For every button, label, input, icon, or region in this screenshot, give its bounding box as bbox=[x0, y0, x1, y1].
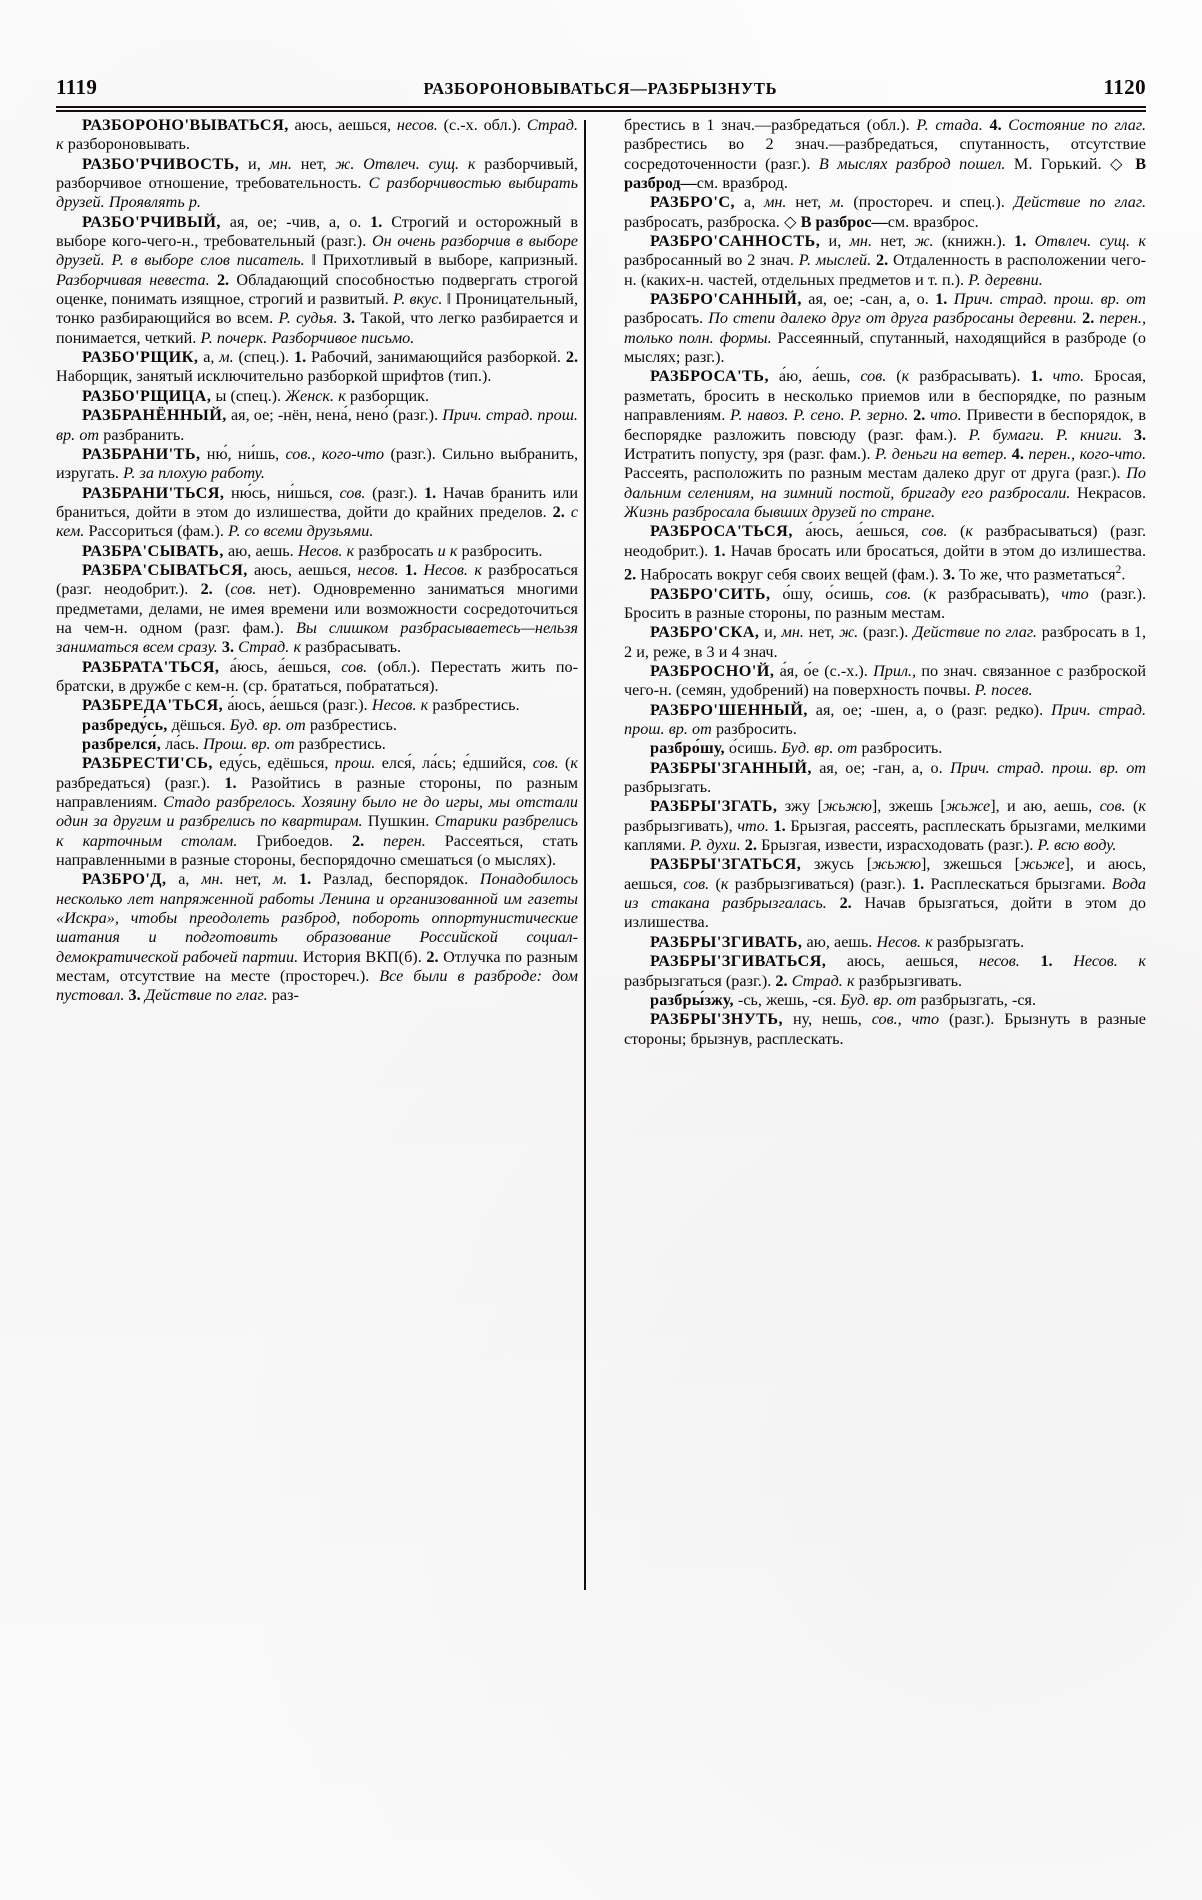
dictionary-entry: РАЗБРЫ'ЗГАННЫЙ, ая, ое; -ган, а, о. Прич. страд. прош. вр. от разбрызгать. bbox=[624, 758, 1146, 797]
dictionary-entry: разбреду́сь, дёшься. Буд. вр. от разбрестись. bbox=[82, 715, 397, 734]
dictionary-entry: РАЗБРОСА'ТЬ, а́ю, а́ешь, сов. (к разбрасывать). 1. что. Бросая, разметать, бросить в несколько приемов или в беспорядке, по разным направлениям. Р. навоз. Р. сено. Р. зерно. 2. что. Привести в беспорядок, в беспорядке разложить повсюду (разг. фам.). Р. бумаги. Р. книги. 3. Истратить попусту, зря (разг. фам.). Р. деньги на ветер. 4. перен., кого-что. Рассеять, расположить по разным местам далеко друг от друга (разг.). По дальним селениям, на зимний постой, бригаду его разбросали. Некрасов. Жизнь разбросала бывших друзей по стране. bbox=[624, 367, 1147, 521]
column-right bbox=[624, 116, 1146, 1842]
dictionary-entry: РАЗБРО'СИТЬ, о́шу, о́сишь, сов. (к разбрасывать), что (разг.). Бросить в разные стороны, по разным местам. bbox=[624, 584, 1147, 622]
folio-right: 1120 bbox=[1103, 75, 1146, 99]
dictionary-entry: РАЗБРАНИ'ТЬСЯ, ню́сь, ни́шься, сов. (разг.). 1. Начав бранить или браниться, дойти в этом до излишества, дойти до крайних пределов. 2. с кем. Рассориться (фам.). Р. со всеми друзьями. bbox=[56, 483, 578, 541]
dictionary-entry: РАЗБРАНИ'ТЬ, ню́, ни́шь, сов., кого-что (разг.). Сильно выбранить, изругать. Р. за плохую работу. bbox=[56, 444, 578, 483]
dictionary-entry: РАЗБРЕСТИ'СЬ, еду́сь, едёшься, прош. елся́, ла́сь; е́дшийся, сов. (к разбредаться) (разг.). 1. Разойтись в разные стороны, по разным направлениям. Стадо разбрелось. Хозяину было не до игры, мы отстали один за другим и разбрелись по квартирам. Пушкин. Старики разбрелись к карточным столам. Грибоедов. 2. перен. Рассеяться, стать направленными в разные стороны, беспорядочно смешаться (о мыслях). bbox=[56, 754, 579, 870]
dictionary-entry: РАЗБОРОНО'ВЫВАТЬСЯ, аюсь, аешься, несов. (с.-х. обл.). Страд. к разбороновывать. bbox=[56, 116, 578, 154]
dictionary-entry: РАЗБО'РЧИВОСТЬ, и, мн. нет, ж. Отвлеч. сущ. к разборчивый, разборчивое отношение, требовательность. С разборчивостью выбирать друзей. Проявлять р. bbox=[56, 154, 578, 212]
running-head bbox=[56, 56, 1146, 100]
column-left bbox=[56, 116, 578, 1842]
dictionary-entry: РАЗБРЕДА'ТЬСЯ, а́юсь, а́ешься (разг.). Несов. к разбрестись. bbox=[82, 696, 520, 715]
dictionary-entry: РАЗБРА'СЫВАТЬСЯ, аюсь, аешься, несов. 1. Несов. к разбросаться (разг. неодобрит.). 2. (сов. нет). Одновременно заниматься многими предметами, делами, не имея времени или возможности сосредоточиться на чем-н. одном (разг. фам.). Вы слишком разбрасываетесь—нельзя заниматься всем сразу. 3. Страд. к разбрасывать. bbox=[56, 560, 578, 657]
page-sheet bbox=[56, 56, 1146, 1846]
dictionary-entry: РАЗБРАТА'ТЬСЯ, а́юсь, а́ешься, сов. (обл.). Перестать жить по-братски, в дружбе с кем-н. (ср. брататься, побрататься). bbox=[56, 657, 578, 695]
running-head-title: РАЗБОРОНОВЫВАТЬСЯ—РАЗБРЫЗНУТЬ bbox=[423, 78, 778, 98]
dictionary-entry: РАЗБРО'С, а, мн. нет, м. (простореч. и спец.). Действие по глаг. разбросать, разброска. ◇ В разброс—см. вразброс. bbox=[624, 193, 1147, 231]
dictionary-entry: РАЗБО'РЧИВЫЙ, ая, ое; -чив, а, о. 1. Строгий и осторожный в выборе кого-чего-н., требовательный (разг.). Он очень разборчив в выборе друзей. Р. в выборе слов писатель. ‖ Прихотливый в выборе, капризный. Разборчивая невеста. 2. Обладающий способностью подвергать строгой оценке, понимать изящное, строгий и развитый. Р. вкус. ‖ Проницательный, тонко разбирающийся во всем. Р. судья. 3. Такой, что легко разбирается и понимается, четкий. Р. почерк. Разборчивое письмо. bbox=[56, 212, 578, 347]
dictionary-entry: РАЗБРО'САННЫЙ, ая, ое; -сан, а, о. 1. Прич. страд. прош. вр. от разбросать. По степи далеко друг от друга разбросаны деревни. 2. перен., только полн. формы. Рассеянный, спутанный, находящийся в разброде (о мыслях; разг.). bbox=[624, 290, 1146, 367]
dictionary-entry: разбрелся́, ла́сь. Прош. вр. от разбрестись. bbox=[82, 735, 386, 753]
columns-container bbox=[56, 116, 1146, 1842]
dictionary-entry: РАЗБРЫ'ЗГАТЬСЯ, зжусь [жьжю], зжешься [жьже], и аюсь, аешься, сов. (к разбрызгиваться) (разг.). 1. Расплескаться брызгами. Вода из стакана разбрызгалась. 2. Начав брызгаться, дойти в этом до излишества. bbox=[624, 855, 1146, 932]
entry-continuation: брестись в 1 знач.—разбредаться (обл.). Р. стада. 4. Состояние по глаг. разбрестись во 2 знач.—разбредаться, спутанность, отсутствие сосредоточенности (разг.). В мыслях разброд пошел. М. Горький. ◇ В разброд—см. вразброд. bbox=[624, 116, 1146, 193]
dictionary-entry: РАЗБРО'ШЕННЫЙ, ая, ое; -шен, а, о (разг. редко). Прич. страд. прош. вр. от разбросить. bbox=[624, 700, 1147, 739]
dictionary-entry: РАЗБРОСНО'Й, а́я, о́е (с.-х.). Прил., по знач. связанное с разброской чего-н. (семян, удобрений) на поверхность почвы. Р. посев. bbox=[624, 662, 1146, 700]
dictionary-entry: разбры́зжу, -сь, жешь, -ся. Буд. вр. от разбрызгать, -ся. bbox=[650, 990, 1037, 1009]
dictionary-entry: РАЗБО'РЩИЦА, ы (спец.). Женск. к разборщик. bbox=[82, 386, 430, 405]
folio-left: 1119 bbox=[56, 75, 98, 99]
dictionary-entry: РАЗБРЫ'ЗГАТЬ, зжу [жьжю], зжешь [жьже], и аю, аешь, сов. (к разбрызгивать), что. 1. Брызгая, рассеять, расплескать брызгами, мелкими каплями. Р. духи. 2. Брызгая, извести, израсходовать (разг.). Р. всю воду. bbox=[624, 797, 1146, 855]
header-rule bbox=[56, 106, 1146, 112]
dictionary-entry: РАЗБРЫ'ЗГИВАТЬ, аю, аешь. Несов. к разбрызгать. bbox=[650, 932, 1025, 951]
column-divider bbox=[584, 120, 586, 1590]
dictionary-entry: РАЗБРОСА'ТЬСЯ, а́юсь, а́ешься, сов. (к разбрасываться) (разг. неодобрит.). 1. Начав бросать или бросаться, дойти в этом до излишества. 2. Набросать вокруг себя своих вещей (фам.). 3. То же, что разметаться$^2$. bbox=[624, 522, 1146, 584]
dictionary-entry: РАЗБРО'СКА, и, мн. нет, ж. (разг.). Действие по глаг. разбросать в 1, 2 и, реже, в 3 и 4 знач. bbox=[624, 623, 1147, 661]
dictionary-entry: РАЗБРО'Д, а, мн. нет, м. 1. Разлад, беспорядок. Понадобилось несколько лет напряженной работы Ленина и организованной им газеты «Искра», чтобы преодолеть разброд, побороть оппортунистические шатания и подготовить образование Российской социал-демократической рабочей партии. История ВКП(б). 2. Отлучка по разным местам, отсутствие на месте (простореч.). Все были в разброде: дом пустовал. 3. Действие по глаг. раз- bbox=[56, 870, 579, 1005]
dictionary-entry: РАЗБРАНЁННЫЙ, ая, ое; -нён, нена́, нено́ (разг.). Прич. страд. прош. вр. от разбранить. bbox=[56, 406, 578, 444]
dictionary-entry: РАЗБО'РЩИК, а, м. (спец.). 1. Рабочий, занимающийся разборкой. 2. Наборщик, занятый исключительно разборкой шрифтов (тип.). bbox=[56, 348, 578, 386]
dictionary-entry: РАЗБРО'САННОСТЬ, и, мн. нет, ж. (книжн.). 1. Отвлеч. сущ. к разбросанный во 2 знач. Р. мыслей. 2. Отдаленность в расположении чего-н. (каких-н. частей, отдельных предметов и т. п.). Р. деревни. bbox=[624, 232, 1146, 289]
dictionary-entry: РАЗБРА'СЫВАТЬ, аю, аешь. Несов. к разбросать и к разбросить. bbox=[82, 541, 543, 560]
dictionary-entry: разбро́шу, о́сишь. Буд. вр. от разбросить. bbox=[650, 739, 943, 758]
dictionary-entry: РАЗБРЫ'ЗГИВАТЬСЯ, аюсь, аешься, несов. 1. Несов. к разбрызгаться (разг.). 2. Страд. к разбрызгивать. bbox=[624, 952, 1146, 990]
dictionary-entry: РАЗБРЫ'ЗНУТЬ, ну, нешь, сов., что (разг.). Брызнуть в разные стороны; брызнув, расплескать. bbox=[624, 1010, 1146, 1048]
